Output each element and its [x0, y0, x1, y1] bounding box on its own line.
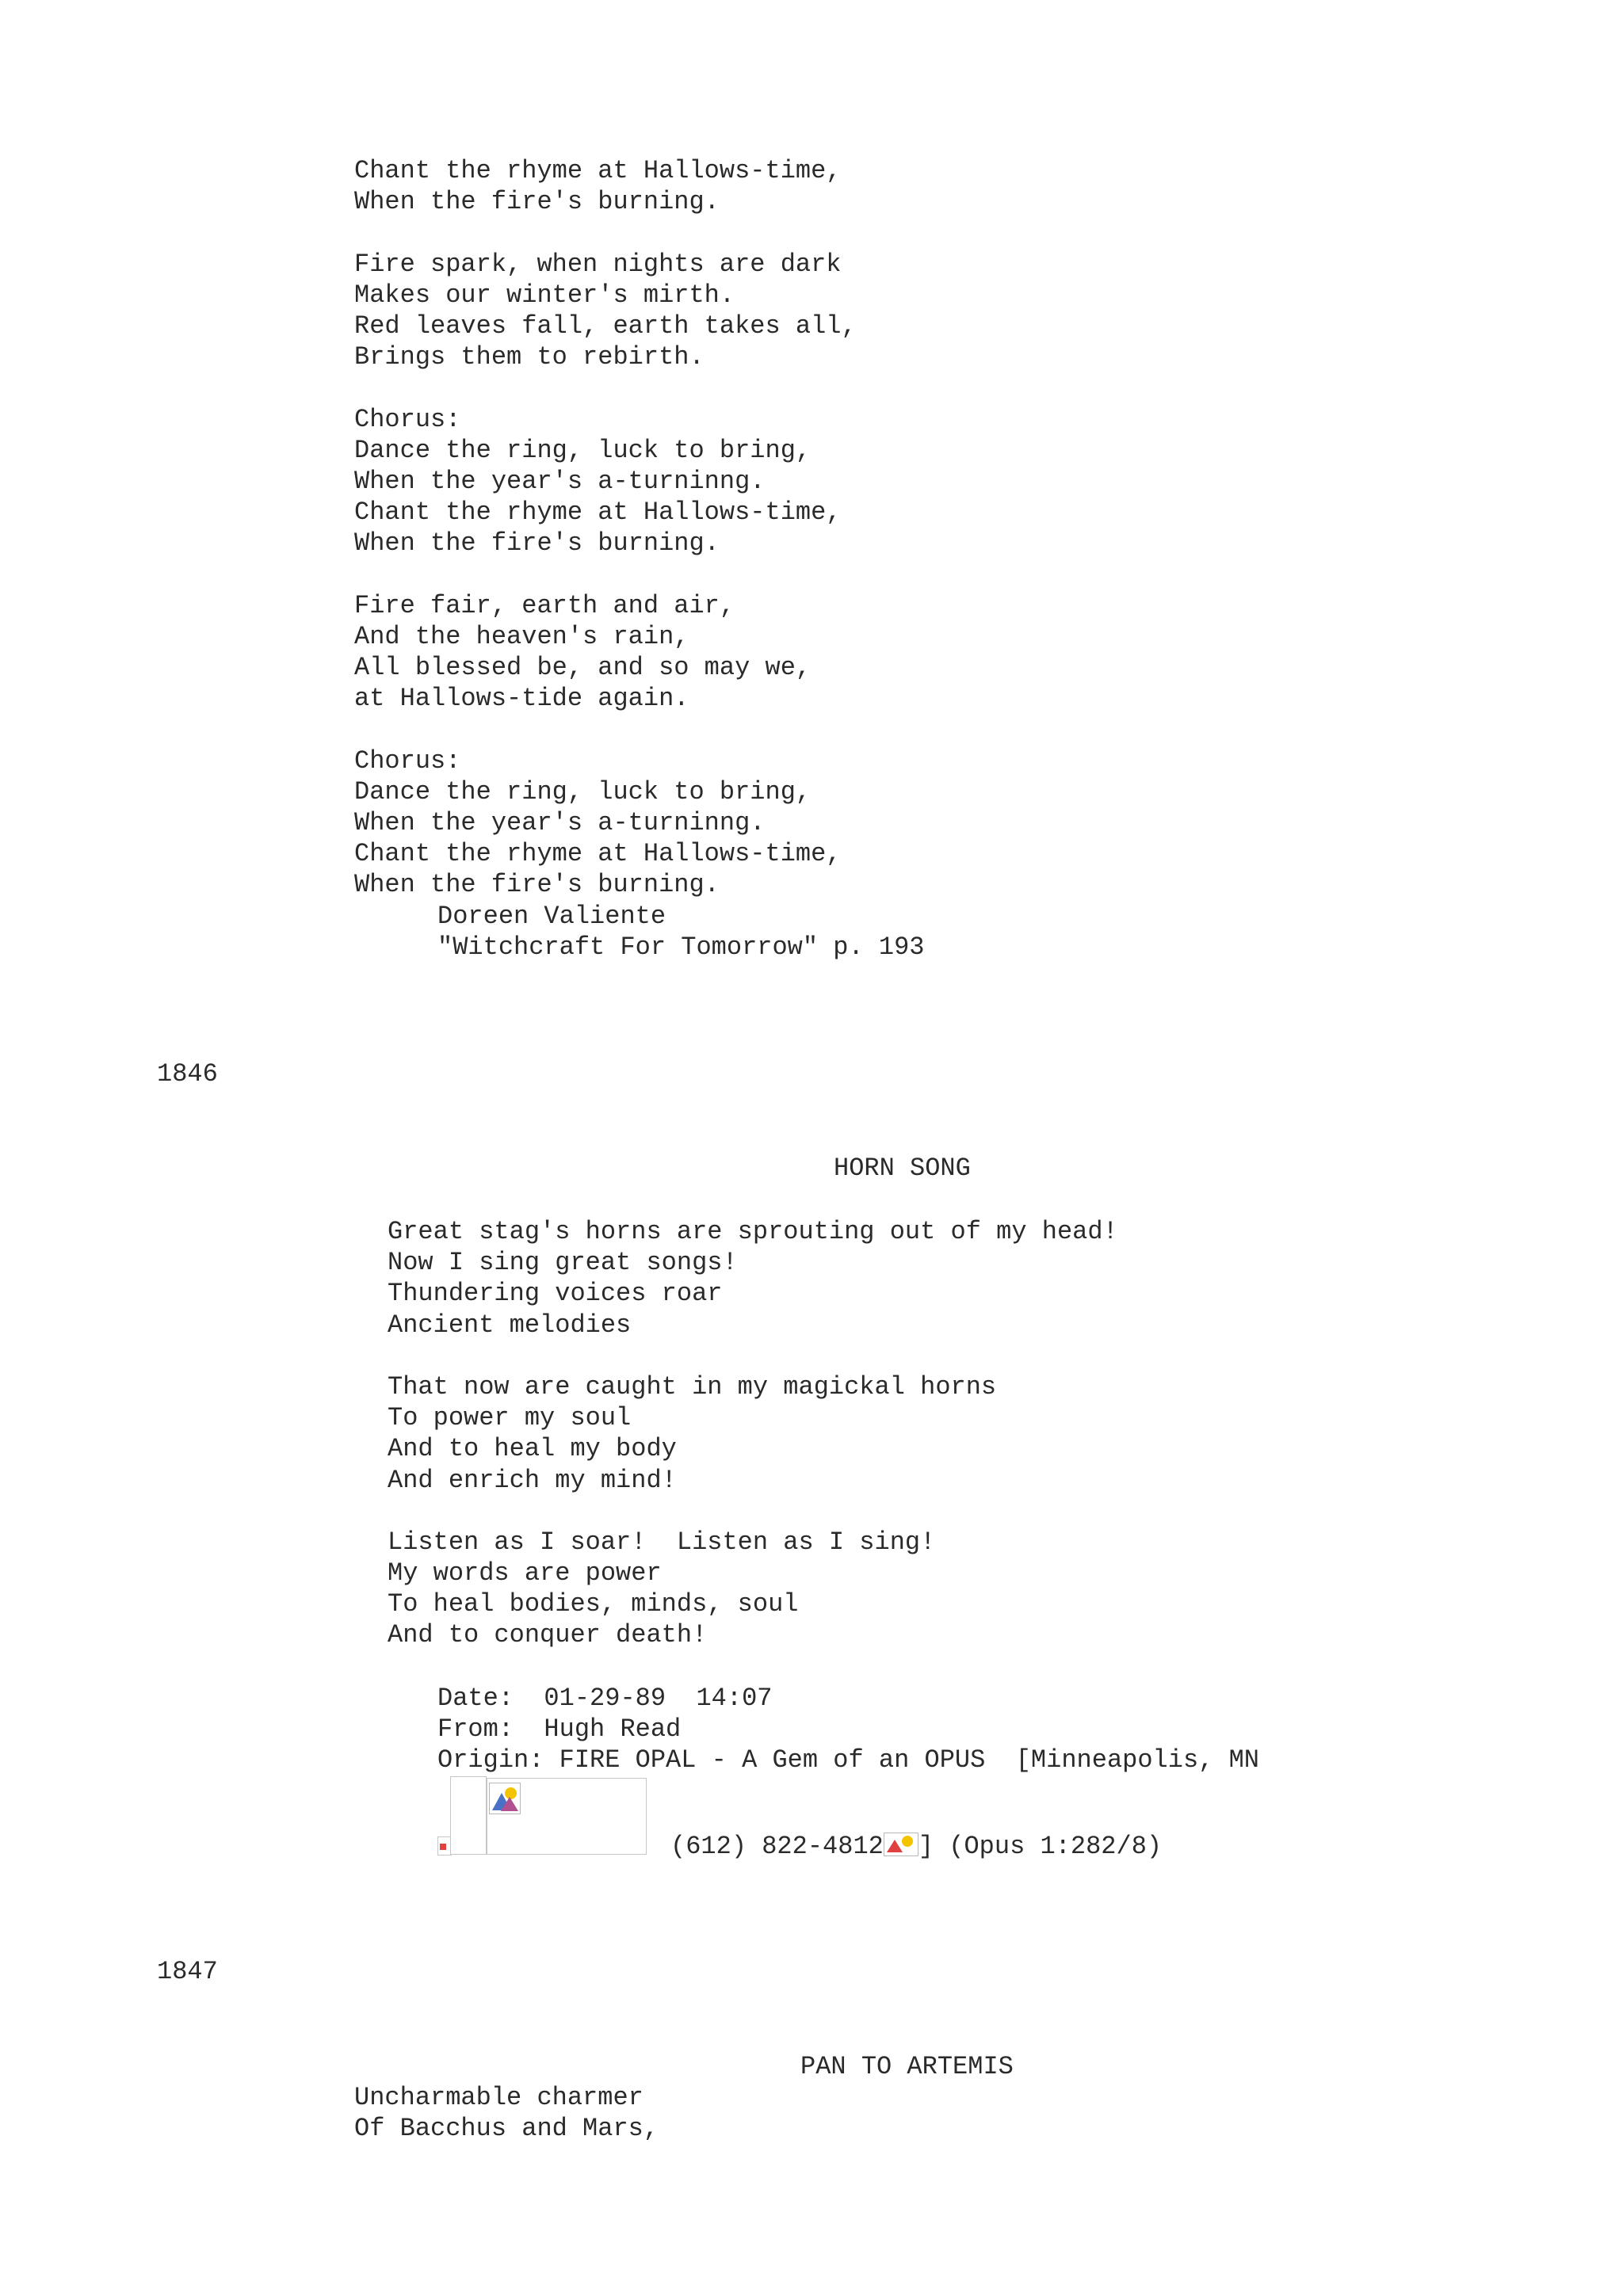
stanza-gap — [354, 372, 857, 403]
meta-from: From: Hugh Read — [437, 1714, 682, 1745]
attribution-source: "Witchcraft For Tomorrow" p. 193 — [437, 933, 925, 963]
poem-line: My words are power — [388, 1558, 662, 1589]
section-title-pan-to-artemis: PAN TO ARTEMIS — [800, 2052, 1014, 2081]
section-number-1847: 1847 — [157, 1957, 218, 1986]
attribution-author: Doreen Valiente — [437, 902, 666, 931]
poem-line: Fire fair, earth and air, — [354, 590, 735, 620]
section-title-horn-song: HORN SONG — [834, 1154, 971, 1183]
poem-line: Of Bacchus and Mars, — [354, 2114, 659, 2144]
meta-date: Date: 01-29-89 14:07 — [437, 1684, 773, 1713]
poem-line: Ancient melodies — [388, 1310, 632, 1340]
poem-line: When the fire's burning. — [354, 870, 720, 900]
poem-line: And to heal my body — [388, 1434, 677, 1464]
poem-line: When the fire's burning. — [354, 187, 720, 217]
meta-origin: Origin: FIRE OPAL - A Gem of an OPUS [Minneapolis, MN — [437, 1745, 1259, 1775]
poem-line: And enrich my mind! — [388, 1465, 677, 1495]
meta-phone: (612) 822-4812 — [670, 1832, 884, 1861]
poem-line: Listen as I soar! Listen as I sing! — [388, 1527, 936, 1557]
message-metadata — [437, 1683, 1259, 1776]
poem-line: Makes our winter's mirth. — [354, 280, 735, 310]
stanza-gap — [354, 217, 857, 248]
poem-line: And the heaven's rain, — [354, 621, 689, 651]
broken-image-icon — [884, 1833, 918, 1856]
broken-image-frame — [450, 1776, 487, 1855]
poem-line: That now are caught in my magickal horns — [388, 1371, 997, 1402]
poem-line: Now I sing great songs! — [388, 1248, 738, 1278]
poem-line: When the year's a-turninng. — [354, 807, 766, 837]
poem-hallows-song — [354, 155, 857, 901]
poem-line: Red leaves fall, earth takes all, — [354, 311, 857, 341]
stanza-gap — [388, 1496, 1118, 1527]
poem-line: at Hallows-tide again. — [354, 684, 689, 714]
poem-line: Thundering voices roar — [388, 1279, 723, 1309]
poem-pan-to-artemis — [354, 2082, 659, 2144]
poem-line: All blessed be, and so may we, — [354, 653, 812, 682]
poem-line: When the fire's burning. — [354, 528, 720, 559]
poem-line: Uncharmable charmer — [354, 2083, 643, 2112]
poem-line: Fire spark, when nights are dark — [354, 249, 842, 279]
poem-line: Dance the ring, luck to bring, — [354, 435, 812, 465]
poem-line: To power my soul — [388, 1403, 632, 1433]
poem-horn-song — [388, 1216, 1118, 1651]
poem-attribution — [437, 901, 925, 963]
poem-line: Dance the ring, luck to bring, — [354, 776, 812, 807]
meta-contact-line — [670, 1831, 1162, 1862]
poem-line: To heal bodies, minds, soul — [388, 1589, 799, 1619]
stanza-gap — [388, 1341, 1118, 1371]
poem-line: Chant the rhyme at Hallows-time, — [354, 498, 842, 528]
meta-tail: ] (Opus 1:282/8) — [918, 1832, 1163, 1861]
poem-line: Great stag's horns are sprouting out of my head! — [388, 1217, 1118, 1246]
poem-line: Chorus: — [354, 746, 461, 776]
stanza-gap — [354, 559, 857, 589]
poem-line: Chant the rhyme at Hallows-time, — [354, 156, 842, 185]
stanza-gap — [354, 714, 857, 745]
poem-line: Chorus: — [354, 404, 461, 434]
poem-line: Brings them to rebirth. — [354, 342, 705, 372]
section-number-1846: 1846 — [157, 1059, 218, 1089]
broken-image-icon — [489, 1783, 521, 1814]
poem-line: Chant the rhyme at Hallows-time, — [354, 839, 842, 869]
poem-line: And to conquer death! — [388, 1620, 708, 1650]
poem-line: When the year's a-turninng. — [354, 466, 766, 496]
